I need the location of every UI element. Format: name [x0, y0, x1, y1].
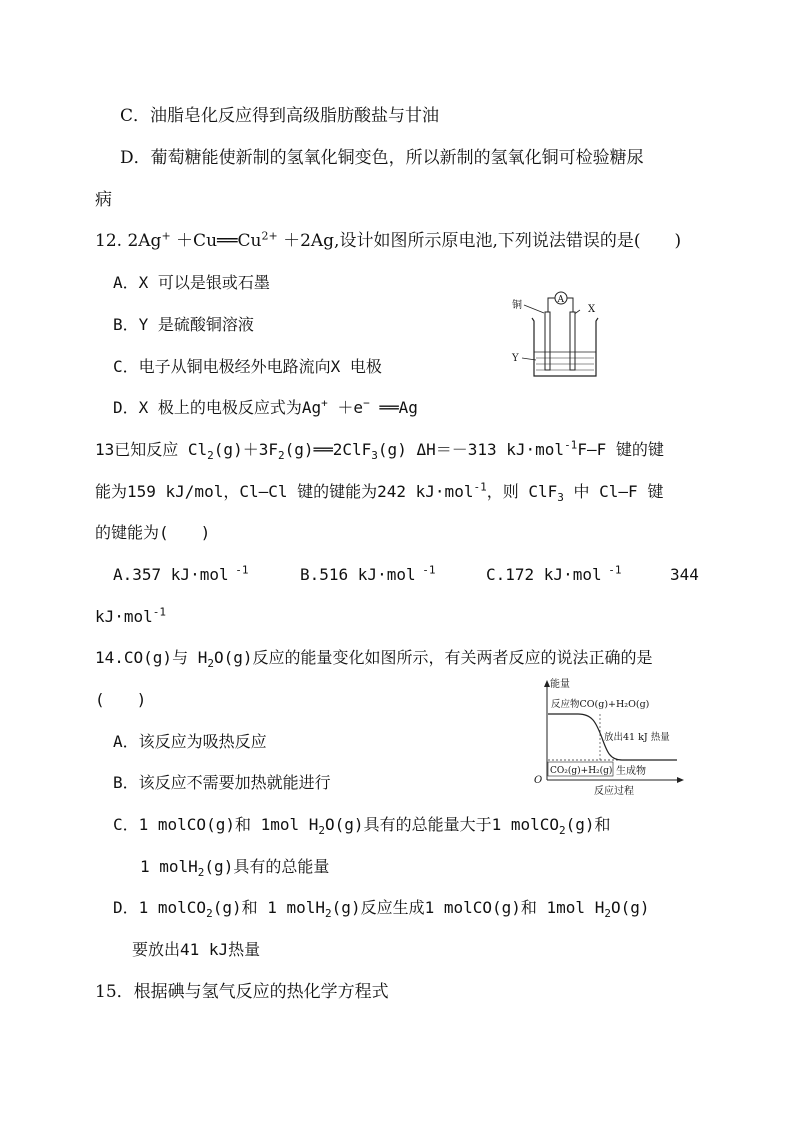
- q11-option-d: D．葡萄糖能使新制的氢氧化铜变色，所以新制的氢氧化铜可检验糖尿: [120, 148, 644, 168]
- q13-stem-line2: 能为159 kJ/mol，Cl—Cl 键的键能为242 kJ·mol$^{-1}$，则 ClF$_3$ 中 Cl—F 键: [95, 480, 664, 505]
- q13-option-c: C.172 kJ·mol $^{-1}$: [486, 563, 622, 584]
- q13-option-d-unit: kJ·mol$^{-1}$: [95, 605, 167, 626]
- q14-stem-answer-bracket: ( ): [95, 690, 147, 709]
- q13-option-b: B.516 kJ·mol $^{-1}$: [300, 563, 436, 584]
- galvanic-cell-figure: [510, 288, 610, 384]
- q14-option-d: D．1 molCO$_2$(g)和 1 molH$_2$(g)反应生成1 molCO(g)和 1mol $H_2O(g)$: [113, 898, 650, 921]
- products-formula: CO₂(g)+H₂(g): [550, 766, 613, 776]
- process-axis-label: 反应过程: [594, 786, 634, 797]
- energy-axis-label: 能量: [550, 679, 570, 690]
- q12-stem: 12. $2Ag^+ +Cu══Cu^{2+} +2Ag$,设计如图所示原电池,下列说法错误的是( ): [95, 229, 682, 251]
- y-label: Y: [512, 353, 519, 364]
- q14-option-a: A．该反应为吸热反应: [113, 732, 267, 751]
- copper-label: 铜: [512, 300, 522, 311]
- energy-diagram-figure: [530, 674, 710, 798]
- x-label: X: [588, 304, 596, 315]
- q14-stem: 14.CO(g)与 $H_2O(g)$反应的能量变化如图所示，有关两者反应的说法正确的是: [95, 648, 653, 671]
- beaker: [532, 318, 598, 376]
- q14-option-b: B．该反应不需要加热就能进行: [113, 773, 331, 792]
- q12-option-b: B．Y 是硫酸铜溶液: [113, 315, 254, 334]
- q12-option-d: D．X 极上的电极反应式为Ag+ ＋e− ══Ag: [113, 396, 418, 417]
- energy-release-label: 放出41 kJ 热量: [604, 732, 670, 743]
- q14-option-c-cont: 1 molH$_2$(g)具有的总能量: [140, 857, 330, 880]
- q12-option-c: C．电子从铜电极经外电路流向X 电极: [113, 357, 382, 376]
- q13-option-d: 344: [670, 565, 699, 584]
- origin-label: O: [534, 775, 543, 786]
- copper-electrode: [545, 312, 550, 370]
- q15-stem: 15．根据碘与氢气反应的热化学方程式: [95, 982, 389, 1002]
- q13-stem-line1: 13已知反应 $Cl_2(g)+3F_2(g)══2ClF_3(g)$ ΔH＝－313 kJ·mol$^{-1}$F—F 键的键: [95, 438, 664, 463]
- process-axis-arrow: [677, 777, 684, 783]
- q11-option-c: C．油脂皂化反应得到高级脂肪酸盐与甘油: [120, 106, 440, 126]
- q12-option-a: A．X 可以是银或石墨: [113, 273, 270, 292]
- q13-stem-line3: 的键能为( ): [95, 523, 211, 542]
- x-electrode: [570, 312, 575, 370]
- q13-option-a: A.357 kJ·mol $^{-1}$: [113, 563, 249, 584]
- q14-option-c: C．1 molCO(g)和 1mol $H_2O(g)$具有的总能量大于1 molCO$_2$(g)和: [113, 815, 611, 838]
- q14-option-d-cont: 要放出41 kJ热量: [132, 940, 261, 959]
- q11-option-d-continuation: 病: [95, 190, 112, 210]
- ammeter-label: A: [557, 295, 564, 305]
- reactants-label: 反应物CO(g)+H₂O(g): [551, 699, 650, 710]
- products-label: 生成物: [616, 766, 646, 777]
